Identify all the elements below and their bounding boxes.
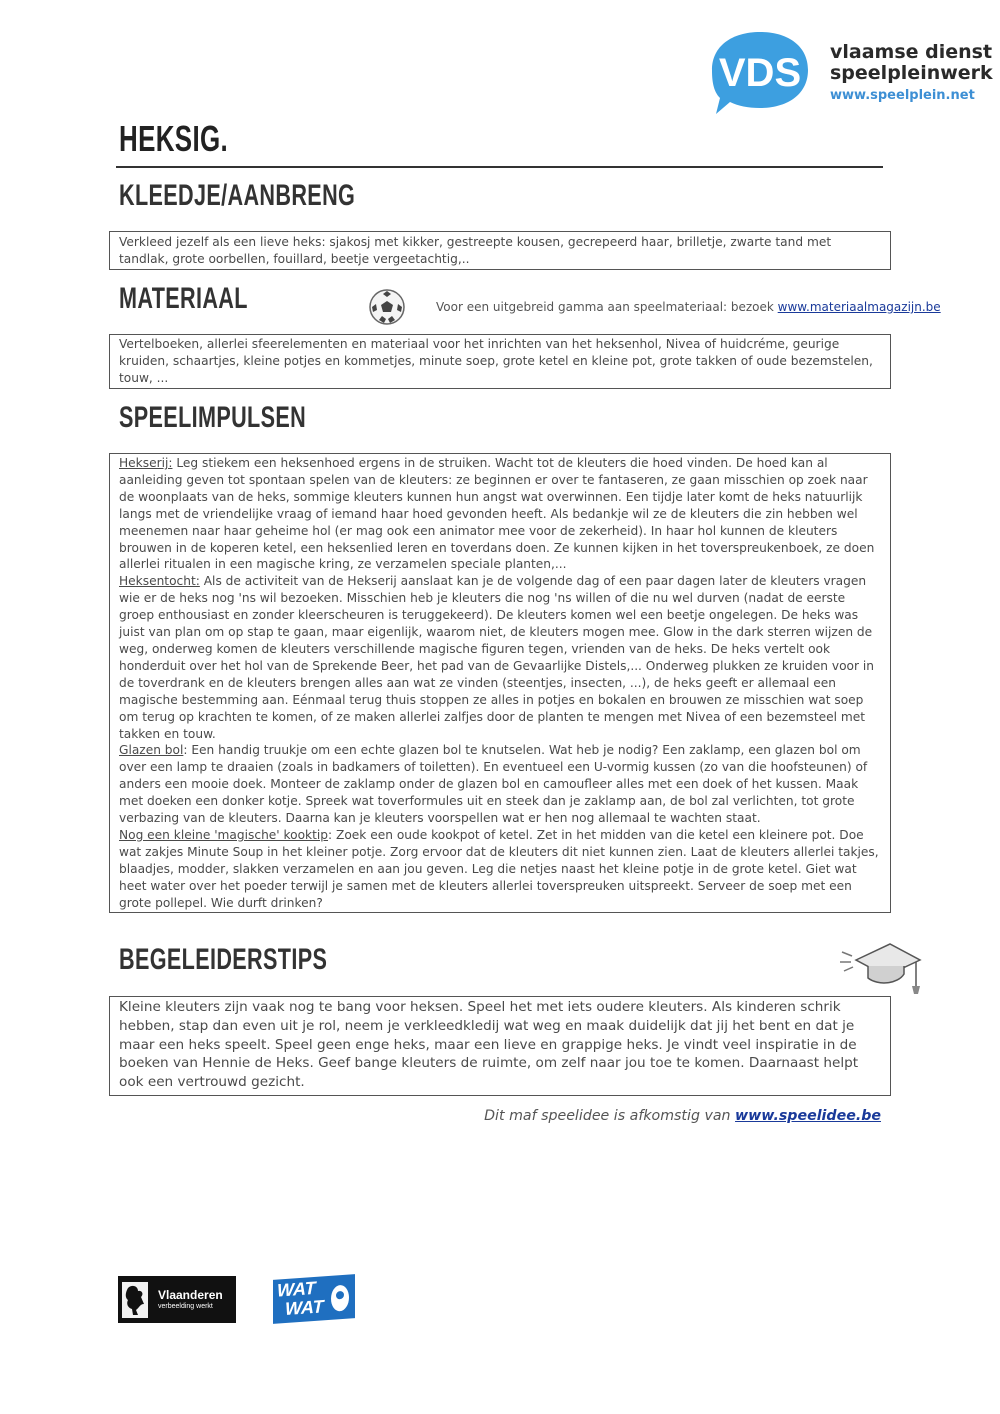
vds-bubble-text: VDS <box>718 51 802 95</box>
logo-line-1: vlaamse dienst <box>830 41 993 63</box>
title-divider <box>116 166 883 168</box>
kleedje-box <box>109 231 891 270</box>
logo-line-2: speelpleinwerk <box>830 62 993 84</box>
page-title: HEKSIG. <box>119 118 229 159</box>
impuls-title-hekserij: Hekserij: <box>119 456 173 470</box>
section-heading-speelimpulsen: SPEELIMPULSEN <box>119 401 307 434</box>
watwat-mascot-icon <box>329 1280 351 1314</box>
watwat-line-2: WAT <box>285 1296 324 1320</box>
speelidee-link[interactable]: www.speelidee.be <box>735 1108 881 1124</box>
impuls-text-glazen-bol: : Een handig truukje om een echte glazen bol te knutselen. Wat heb je nodig? Een zaklamp, een glazen bol om over een lamp te draaien (zoals in badkamers of toiletten). En eventueel een U-vormig kussen (zo van die hoofsteunen) of anders een mooie doek. Monteer de zaklamp onder de glazen bol en camoufleer alles met een doek of het kussen. Maak met doeken een donker kotje. Spreek wat toverformules uit en steek dan je zaklamp aan, de bol zal verlichten, tot grote verbazing van de kleuters. Daarna kan je kleuters voorspellen wat er hen nog allemaal te wachten staat. <box>119 743 868 826</box>
impuls-text-heksentocht: Als de activiteit van de Hekserij aanslaat kan je de volgende dag of een paar dagen later de kleuters vragen wie er de heks nog 'ns wil bezoeken. Misschien heb je kleuters die nog 'ns willen of die nu wel durven (nadat de eerste groep enthousiast en zonder kleerscheuren is teruggekeerd). De kleuters komen wel een beetje ongelegen. De heks was juist van plan om op stap te gaan, maar eigenlijk, waarom niet, de kleuters mogen mee. Glow in the dark sterren wijzen de weg, onderweg komen de kleuters verschillende magische figuren tegen, vrienden van de heks. De heks vertelt ook honderduit over het hol van de Sprekende Beer, het pad van de Gevaarlijke Distels,... Onderweg plukken ze kruiden voor in de toverdrank en de kleuters brengen alles aan wat ze vinden (steentjes, insecten, ...), de heks geeft er allemaal een magische bestemming aan. Eénmaal terug thuis stoppen ze alles in potjes en bokalen en brouwen ze misschien wat soep om terug op krachten te komen, of ze maken allerlei zalfjes door de planten te mengen met Nivea of een bezemsteel met takken en touw. <box>119 574 874 741</box>
impuls-title-kooktip: Nog een kleine 'magische' kooktip <box>119 827 329 842</box>
section-heading-kleedje: KLEEDJE/AANBRENG <box>119 179 356 212</box>
materiaalmagazijn-link[interactable]: www.materiaalmagazijn.be <box>777 300 941 314</box>
impuls-title-heksentocht: Heksentocht: <box>119 574 200 589</box>
materiaal-note-prefix: Voor een uitgebreid gamma aan speelmateriaal: bezoek <box>436 300 778 314</box>
section-heading-materiaal: MATERIAAL <box>119 282 248 315</box>
soccer-ball-icon <box>367 287 407 327</box>
kleedje-text: Verkleed jezelf als een lieve heks: sjakosj met kikker, gestreepte kousen, gecrepeerd haar, brilletje, zwarte tand met tandlak, grote oorbellen, fouillard, beetje vergeetachtig,.. <box>119 235 832 266</box>
section-heading-begeleiderstips: BEGELEIDERSTIPS <box>119 943 328 976</box>
materiaal-note <box>436 300 941 314</box>
credit-prefix: Dit maf speelidee is afkomstig van <box>484 1108 736 1124</box>
vlaanderen-name: Vlaanderen <box>158 1288 223 1302</box>
impuls-text-kooktip: : Zoek een oude kookpot of ketel. Zet in het midden van die ketel een kleinere pot. Doe wat zakjes Minute Soup in het kleiner potje. Zorg ervoor dat de kleuters dit niet kunnen zien. Laat de kleuters allerlei takjes, blaadjes, modder, slakken verzamelen en aan jou geven. Leg die netjes naast het kleine potje in de grote ketel. Giet wat heet water over het poeder terwijl je samen met de kleuters allerlei toverspreuken uitspreekt. Serveer de soep met een grote pollepel. Wie durft drinken? <box>119 827 879 910</box>
lion-icon <box>122 1282 148 1318</box>
begeleiderstips-text: Kleine kleuters zijn vaak nog te bang voor heksen. Speel het met iets oudere kleuters. Als kinderen schrik hebben, stap dan even uit je rol, neem je verkleedkledij wat weg en maak duidelijk dat jij het bent en dat je maar een heks speelt. Speel geen enge heks, maar een lieve en grappige heks. Je vindt veel inspiratie in de boeken van Hennie de Heks. Geef bange kleuters de ruimte, om zelf naar jou toe te komen. Daarnaast helpt ook een vertrouwd gezicht. <box>119 999 859 1091</box>
begeleiderstips-box <box>109 996 891 1096</box>
watwat-line-1: WAT <box>277 1277 316 1301</box>
watwat-logo <box>273 1274 355 1324</box>
logo-url[interactable]: www.speelplein.net <box>830 88 975 103</box>
impuls-text-hekserij: Leg stiekem een heksenhoed ergens in de struiken. Wacht tot de kleuters die hoed vinden. De hoed kan al aanleiding geven tot spontaan spelen van de kleuters: ze beginnen er over te fantaseren, ze gaan misschien op zoek naar de woonplaats van de heks, sommige kleuters kunnen hun angst wat overwinnen. Een tijdje later komt de heks natuurlijk langs met de vriendelijke vraag of iemand haar hoed gevonden heeft. Als bedankje wil ze de kleuters die zin hebben wel meenemen naar haar geheime hol (er mag ook een animator mee voor de zekerheid). In haar hol kunnen de kleuters brouwen in de koperen ketel, een heksenlied leren en toverdans doen. Ze kunnen kijken in het toverspreukenboek, ze doen allerlei ritualen in een magische kring, ze verzamelen speciale planten,... <box>119 456 875 572</box>
speelimpulsen-text <box>119 455 881 911</box>
speelimpulsen-box <box>109 453 891 913</box>
vlaanderen-tagline: verbeelding werkt <box>158 1303 213 1310</box>
impuls-title-glazen-bol: Glazen bol <box>119 743 184 758</box>
vds-bubble-icon <box>708 28 812 116</box>
graduation-cap-icon <box>838 938 922 996</box>
vlaanderen-logo <box>118 1276 236 1323</box>
materiaal-box <box>109 334 891 389</box>
vds-logo <box>708 28 993 118</box>
materiaal-text: Vertelboeken, allerlei sfeerelementen en materiaal voor het inrichten van het heksenhol, Nivea of huidcréme, geurige kruiden, schaartjes, kleine potjes en kommetjes, minute soep, grote ketel en kleine pot, grote takken of oude bezemstelen, touw, ... <box>119 337 873 385</box>
credit-line <box>484 1108 881 1124</box>
